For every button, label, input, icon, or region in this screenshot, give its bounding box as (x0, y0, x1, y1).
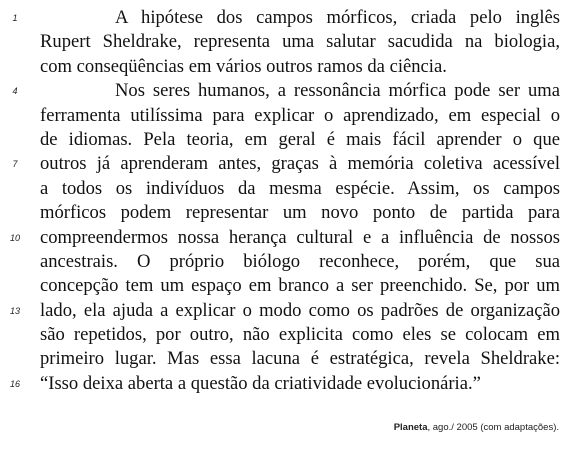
line-text: outros já aprenderam antes, graças à memória coletiva acessível (40, 153, 560, 175)
line-number: 1 (12, 13, 18, 23)
text-line (0, 274, 571, 298)
line-text: Nos seres humanos, a ressonância mórfica pode ser uma (115, 80, 560, 102)
line-text: a todos os indivíduos da mesma espécie. Assim, os campos (40, 177, 560, 199)
line-text: “Isso deixa aberta a questão da criatividade evolucionária.” (40, 372, 481, 394)
text-line (0, 152, 571, 176)
line-text: ferramenta utilíssima para explicar o aprendizado, em especial o (40, 104, 560, 126)
line-text: primeiro lugar. Mas essa lacuna é estratégica, revela Sheldrake: (40, 348, 560, 370)
text-line (0, 372, 571, 396)
text-line (0, 128, 571, 152)
line-text: compreendermos nossa herança cultural e a influência de nossos (40, 226, 560, 248)
source-publication: Planeta (393, 422, 428, 433)
source-details: , ago./ 2005 (com adaptações). (427, 422, 559, 433)
article-text (0, 6, 571, 396)
text-line (0, 299, 571, 323)
line-text: mórficos podem representar um novo ponto de partida para (40, 202, 560, 224)
text-line (0, 201, 571, 225)
text-line (0, 177, 571, 201)
source-citation (394, 422, 559, 433)
line-text: com conseqüências em vários outros ramos da ciência. (40, 55, 447, 77)
line-number: 4 (12, 86, 18, 97)
line-number: 16 (9, 378, 20, 389)
line-number: 10 (9, 232, 20, 243)
text-line (0, 30, 571, 54)
line-text: A hipótese dos campos mórficos, criada pelo inglês (115, 7, 560, 28)
line-text: concepção tem um espaço em branco a ser preenchido. Se, por um (40, 275, 560, 297)
line-number: 13 (9, 305, 20, 316)
line-text: de idiomas. Pela teoria, em geral é mais fácil aprender o que (40, 128, 560, 150)
text-line (0, 250, 571, 274)
text-line (0, 104, 571, 128)
text-line (0, 323, 571, 347)
text-line (0, 347, 571, 371)
line-text: Rupert Sheldrake, representa uma salutar sacudida na biologia, (40, 31, 560, 53)
line-text: ancestrais. O próprio biólogo reconhece, porém, que sua (40, 250, 560, 272)
text-line (0, 55, 571, 79)
text-line (0, 6, 571, 30)
text-line (0, 226, 571, 250)
line-number: 7 (12, 159, 18, 170)
line-text: lado, ela ajuda a explicar o modo como os padrões de organização (40, 299, 560, 321)
line-text: são repetidos, por outro, não explicita como eles se colocam em (40, 324, 560, 346)
text-line (0, 79, 571, 103)
